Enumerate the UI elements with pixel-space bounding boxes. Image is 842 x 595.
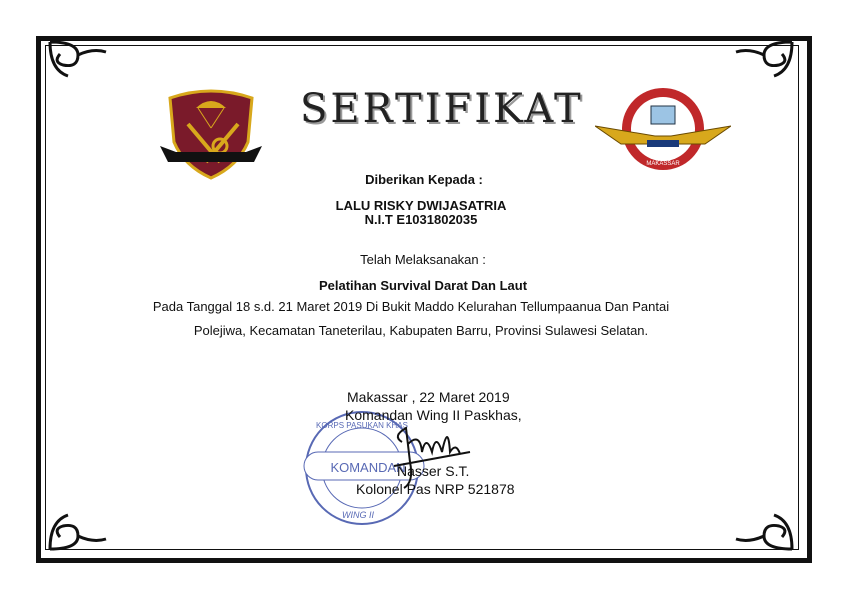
makassar-emblem-logo [595,86,731,172]
emblem-text: MAKASSAR [646,161,680,167]
training-name: Pelatihan Survival Darat Dan Laut [318,278,528,293]
description-line-1: Pada Tanggal 18 s.d. 21 Maret 2019 Di Bukit Maddo Kelurahan Tellumpaanua Dan Pantai [152,299,670,314]
certificate-title: SERTIFIKAT [300,86,584,132]
given-to-label: Diberikan Kepada : [365,172,483,187]
signatory-rank: Kolonel Pas NRP 521878 [356,481,515,497]
stamp-middle-text: KOMANDAN [330,460,406,475]
signatory-name: Nasser S.T. [397,463,470,479]
stamp-bottom-text: WING II [342,510,374,520]
stamp-top-text: KORPS PASUKAN KHAS [316,421,408,430]
recipient-name: LALU RISKY DWIJASATRIA [335,198,507,213]
corner-ornament-top-right-icon [734,40,794,80]
signature-place-date: Makassar , 22 Maret 2019 [347,389,510,405]
recipient-nit: N.I.T E1031802035 [364,212,478,227]
corner-ornament-top-left-icon [48,40,108,80]
description-line-2: Polejiwa, Kecamatan Taneterilau, Kabupaten Barru, Provinsi Sulawesi Selatan. [193,323,649,338]
corner-ornament-bottom-left-icon [48,511,108,551]
completed-label: Telah Melaksanakan : [360,252,486,267]
paskhas-emblem-logo [158,86,264,182]
corner-ornament-bottom-right-icon [734,511,794,551]
signature-position: Komandan Wing II Paskhas, [345,407,522,423]
